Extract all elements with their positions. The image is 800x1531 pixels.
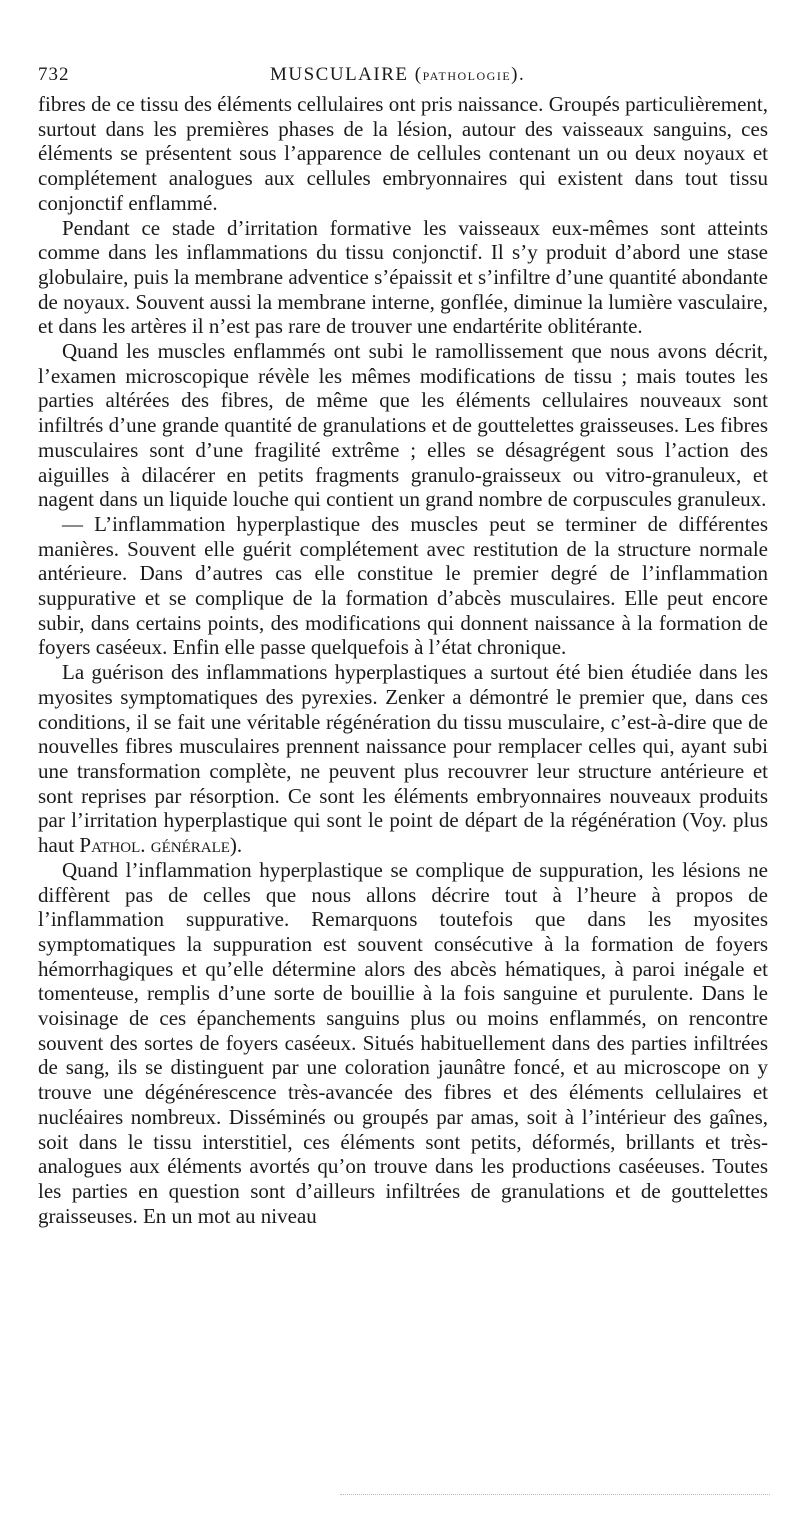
page-number: 732 (38, 64, 70, 85)
cross-reference: Pathol. générale (79, 833, 230, 858)
running-title (270, 64, 525, 86)
paragraph-5-text: La guérison des inflammations hyperplastiques a surtout été bien étudiée dans les myosites symptomatiques des pyrexies. Zenker a démontré le premier que, dans ces conditions, il se fait une véritable régénération du tissu musculaire, c’est-à-dire que de nouvelles fibres musculaires prennent naissance pour remplacer celles qui, ayant subi une transformation complète, ne peuvent plus recouvrer leur structure antérieure et sont reprises par résorption. Ce sont les éléments embryonnaires nouveaux produits par l’irritation hyperplastique qui sont le point de départ de la régénération (Voy. plus haut (38, 660, 768, 858)
paragraph-4: — L’inflammation hyperplastique des muscles peut se terminer de différentes manières. Souvent elle guérit complétement avec restitution de la structure normale antérieure. Dans d’autres cas elle constitue le premier degré de l’inflammation suppurative et se complique de la formation d’abcès musculaires. Elle peut encore subir, dans certains points, des modifications qui donnent naissance à la formation de foyers caséeux. Enfin elle passe quelquefois à l’état chronique. (38, 511, 768, 660)
paragraph-3: Quand les muscles enflammés ont subi le ramollissement que nous avons décrit, l’examen microscopique révèle les mêmes modifications de tissu ; mais toutes les parties altérées des fibres, de même que les éléments cellulaires nouveaux sont infiltrés d’une grande quantité de granulations et de gouttelettes graisseuses. Les fibres musculaires sont d’une fragilité extrême ; elles se désagrégent sous l’action des aiguilles à dilacérer en petits fragments granulo-graisseux ou vitro-granuleux, et nagent dans un liquide louche qui contient un grand nombre de corpuscules granuleux. (38, 339, 768, 512)
running-title-main: MUSCULAIRE ( (270, 64, 423, 85)
footer-scan-marks (340, 1494, 770, 1501)
paragraph-2: Pendant ce stade d’irritation formative les vaisseaux eux-mêmes sont atteints comme dans les inflammations du tissu conjonctif. Il s’y produit d’abord une stase globulaire, puis la membrane adventice s’épaissit et s’infiltre d’une quantité abondante de noyaux. Souvent aussi la membrane interne, gonflée, diminue la lumière vasculaire, et dans les artères il n’est pas rare de trouver une endartérite oblitérante. (38, 215, 768, 339)
cross-reference-close: ). (229, 833, 243, 858)
body-text (38, 92, 768, 1228)
running-title-close: ). (511, 64, 526, 85)
running-header (38, 58, 768, 92)
paragraph-6: Quand l’inflammation hyperplastique se complique de suppuration, les lésions ne diffèrent pas de celles que nous allons décrire tout à l’heure à propos de l’inflammation suppurative. Remarquons toutefois que dans les myosites symptomatiques la suppuration est souvent consécutive à la formation de foyers hémorrhagiques et qu’elle détermine alors des abcès hématiques, à paroi inégale et tomenteuse, remplis d’une sorte de bouillie à la fois sanguine et purulente. Dans le voisinage de ces épanchements sanguins plus ou moins enflammés, on rencontre souvent des sortes de foyers caséeux. Situés habituellement dans des parties infiltrées de sang, ils se distinguent par une coloration jaunâtre foncé, et au microscope on y trouve une dégénérescence très-avancée des fibres et des éléments cellulaires et nucléaires nombreux. Disséminés ou groupés par amas, soit à l’intérieur des gaînes, soit dans le tissu interstitiel, ces éléments sont petits, déformés, brillants et très-analogues aux éléments avortés qu’on trouve dans les productions caséeuses. Toutes les parties en question sont d’ailleurs infiltrées de granulations et de gouttelettes graisseuses. En un mot au niveau (38, 857, 768, 1228)
paragraph-1: fibres de ce tissu des éléments cellulaires ont pris naissance. Groupés particulièrement, surtout dans les premières phases de la lésion, autour des vaisseaux sanguins, ces éléments se présentent sous l’apparence de cellules contenant un ou deux noyaux et complétement analogues aux cellules embryonnaires qui existent dans tout tissu conjonctif enflammé. (38, 92, 768, 215)
page (38, 58, 768, 1228)
running-title-sub: PATHOLOGIE (422, 69, 512, 83)
paragraph-5 (38, 660, 768, 858)
